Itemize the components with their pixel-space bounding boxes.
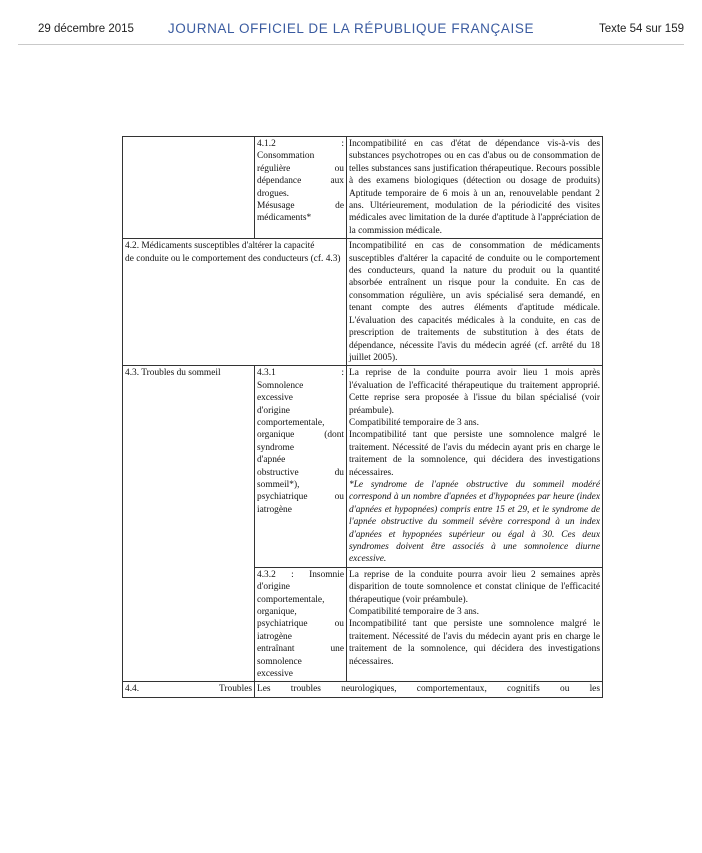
subcategory-line: Mésusage de [257,201,344,212]
requirement-text: Incompatibilité tant que persiste une somnolence malgré le traitement. Nécessité de l'avis du médecin ayant pris en charge le traitement de la somnolence, qui décidera des investigations nécessaires. [349,430,600,478]
regulation-table [122,136,603,698]
subcategory-line: drogues. [257,188,290,199]
requirement-cell [347,137,603,239]
subcategory-line: psychiatrique ou [257,492,344,503]
subcategory-line: excessive [257,669,293,680]
subcategory-line: excessive [257,393,293,404]
footnote-text: *Le syndrome de l'apnée obstructive du sommeil modéré correspond à un nombre d'apnées et d'hypopnées par heure (index d'apnées et hypopnées) compris entre 15 et 29, et le syndrome de l'apnée obstructive du sommeil sévère correspond à un index d'apnées et hypopnées supérieur ou égal à 30. Ces deux syndromes doivent être associés à une somnolence diurne excessive. [349,479,600,565]
requirement-text: La reprise de la conduite pourra avoir lieu 2 semaines après disparition de toute somnolence et constat clinique de l'efficacité thérapeutique (voir préambule). [349,569,600,605]
subcategory-line: iatrogène [257,631,292,642]
table-row-4-1-2 [123,137,603,239]
requirement-text: Compatibilité temporaire de 3 ans. [349,607,479,618]
requirement-cell [347,239,603,366]
subcategory-line: d'origine [257,405,290,416]
category-cell: 4.2. Médicaments susceptibles d'altérer la capacité de conduite ou le comportement des conducteurs (cf. 4.3) [123,239,347,366]
requirement-cell [347,366,603,568]
header-divider [18,44,684,45]
category-cell: 4.4. Troubles [123,682,255,697]
subcategory-cell [255,137,347,239]
subcategory-line: 4.3.2 : Insomnie [257,569,344,580]
subcategory-line: entraînant une [257,644,344,655]
subcategory-line: somnolence [257,656,302,667]
category-cell-empty [123,137,255,239]
subcategory-line: obstructive du [257,467,344,478]
subcategory-cell [255,366,347,568]
subcategory-line: Consommation [257,151,315,162]
header-date: 29 décembre 2015 [38,23,134,35]
subcategory-line: organique, [257,607,297,618]
subcategory-cell [255,567,347,682]
table-row-4-4 [123,682,603,697]
subcategory-line: 4.3.1 : [257,368,344,379]
table-row-4-3-1 [123,366,603,568]
page-header [0,0,702,62]
subcategory-line: iatrogène [257,504,292,515]
subcategory-line: 4.1.2 : [257,139,344,149]
subcategory-line: psychiatrique ou [257,619,344,630]
requirement-cell [347,567,603,682]
subcategory-line: syndrome [257,442,294,453]
subcategory-line: sommeil*), [257,479,300,490]
subcategory-line: d'apnée [257,455,286,466]
subcategory-line: régulière ou [257,163,344,174]
subcategory-line: dépendance aux [257,176,344,187]
requirement-text: Compatibilité temporaire de 3 ans. [349,417,479,428]
requirement-text: Incompatibilité en cas d'état de dépendance vis-à-vis des substances psychotropes ou en cas d'abus ou de consommation de telles substances sans justification thérapeutique. Recours possible à des examens biologiques (détection ou dosage de produits) Aptitude temporaire de 6 mois à un an, renouvelable pendant 2 ans. Ultérieurement, modulation de la périodicité des visites médicales avec limitation de la durée d'aptitude à l'appréciation de la commission médicale. [349,139,600,236]
requirement-cell: Les troubles neurologiques, comportementaux, cognitifs ou les [255,682,603,697]
journal-title: JOURNAL OFFICIEL DE LA RÉPUBLIQUE FRANÇAISE [167,21,535,36]
table-row-4-2 [123,239,603,366]
requirement-text: La reprise de la conduite pourra avoir lieu 1 mois après l'évaluation de l'efficacité thérapeutique du traitement approprié. Cette reprise sera proposée à l'issue du bilan spécialisé (voir préambule). [349,368,600,416]
subcategory-line: Somnolence [257,380,304,391]
requirement-text: Incompatibilité tant que persiste une somnolence malgré le traitement. Nécessité de l'avis du médecin ayant pris en charge le traitement de la somnolence, qui décidera des investigations nécessaires. [349,619,600,667]
subcategory-line: d'origine [257,582,290,593]
text-number: Texte 54 sur 159 [598,23,684,35]
requirement-text: Incompatibilité en cas de consommation de médicaments susceptibles d'altérer la capacité de conduite ou le comportement des conducteurs, quand la nature du produit ou la quantité absorbée entraînent un risque pour la conduite. En cas de consommation régulière, un avis spécialisé sera demandé, en tenant compte des autres éléments d'aptitude médicale. L'évaluation des capacités médicales à la conduite, en cas de prescription de traitements de substitution à des états de dépendance, nécessite l'avis du médecin agréé (cf. arrêté du 18 juillet 2005). [349,241,600,363]
subcategory-line: médicaments* [257,213,312,224]
subcategory-line: organique (dont [257,430,344,441]
subcategory-line: comportementale, [257,594,325,605]
category-cell: 4.3. Troubles du sommeil [123,366,255,682]
subcategory-line: comportementale, [257,417,325,428]
